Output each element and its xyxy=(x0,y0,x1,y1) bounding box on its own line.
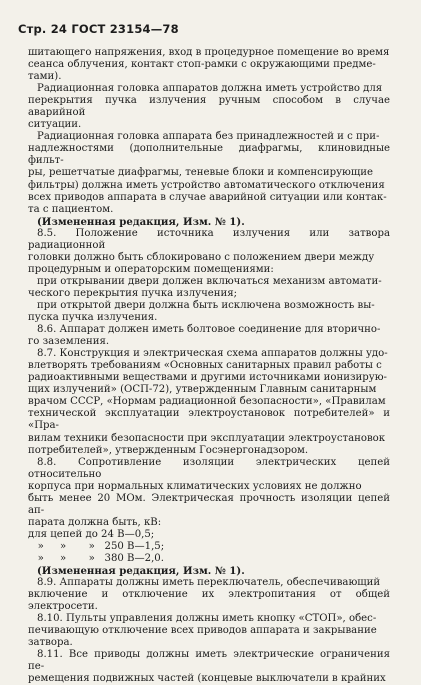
text-line: печивающую отключение всех приводов аппарата и закрывание xyxy=(28,625,377,637)
text-line: потребителей», утвержденным Госэнергонадзором. xyxy=(28,444,309,456)
text-line: (Измененная редакция, Изм. № 1). xyxy=(37,215,245,228)
text-line: всех приводов аппарата в случае аварийной ситуации или контак- xyxy=(28,191,387,203)
text-line: » » » 250 В—1,5; xyxy=(28,540,165,552)
body-text xyxy=(28,47,390,685)
text-line: ситуации. xyxy=(28,119,82,131)
text-line: при открытой двери должна быть исключена возможность вы- xyxy=(37,299,375,311)
text-line: радиоактивными веществами и другими источниками ионизирую- xyxy=(28,372,387,384)
text-line: ры, решетчатые диафрагмы, теневые блоки и компенсирующие xyxy=(28,167,373,179)
text-line: для цепей до 24 В—0,5; xyxy=(28,528,155,540)
text-line: 8.6. Аппарат должен иметь болтовое соединение для вторично- xyxy=(37,324,381,336)
text-line: включение и отключение их электропитания от общей электросети. xyxy=(28,589,390,613)
text-line: влетворять требованиям «Основных санитарных правил работы с xyxy=(28,360,382,372)
text-line: шитающего напряжения, вход в процедурное помещение во время xyxy=(28,47,390,58)
text-line: врачом СССР, «Нормам радиационной безопасности», «Правилам xyxy=(28,396,386,408)
text-line: Радиационная головка аппаратов должна иметь устройство для xyxy=(37,83,383,95)
text-line: перекрытия пучка излучения ручным способом в случае аварийной xyxy=(28,95,390,119)
text-line: 8.10. Пульты управления должны иметь кнопку «СТОП», обес- xyxy=(37,613,377,625)
text-line: 8.8. Сопротивление изоляции электрических цепей относительно xyxy=(28,456,390,480)
text-line: 8.11. Все приводы должны иметь электрические ограничения пе- xyxy=(28,649,390,673)
text-line: парата должна быть, кВ: xyxy=(28,516,162,528)
text-line: сеанса облучения, контакт стоп-рамки с окружающими предме- xyxy=(28,59,376,71)
text-line: ремещения подвижных частей (концевые выключатели в крайних xyxy=(28,673,386,685)
text-line: тами). xyxy=(28,71,62,83)
text-line: 8.9. Аппараты должны иметь переключатель, обеспечивающий xyxy=(37,577,381,589)
text-line: корпуса при нормальных климатических условиях не должно xyxy=(28,480,362,492)
text-line: щих излучений» (ОСП-72), утвержденным Главным санитарным xyxy=(28,384,377,396)
text-line: (Измененная редакция, Изм. № 1). xyxy=(37,565,245,578)
text-line: при открывании двери должен включаться механизм автомати- xyxy=(37,275,382,287)
text-line: фильтры) должна иметь устройство автоматического отключения xyxy=(28,179,385,191)
text-line: технической эксплуатации электроустановок потребителей» и «Пра- xyxy=(28,408,390,432)
text-line: Радиационная головка аппарата без принадлежностей и с при- xyxy=(37,131,380,143)
text-line: 8.5. Положение источника излучения или затвора радиационной xyxy=(28,227,390,251)
text-line: та с пациентом. xyxy=(28,203,114,215)
text-line: головки должно быть сблокировано с положением двери между xyxy=(28,251,375,263)
text-line: вилам техники безопасности при эксплуатации электроустановок xyxy=(28,432,386,444)
text-line: » » » 380 В—2,0. xyxy=(28,552,164,564)
text-line: процедурным и операторским помещениями: xyxy=(28,263,274,275)
text-line: быть менее 20 МОм. Электрическая прочность изоляции цепей ап- xyxy=(28,492,390,516)
text-line: надлежностями (дополнительные диафрагмы, клиновидные фильт- xyxy=(28,143,390,167)
text-line: го заземления. xyxy=(28,336,110,348)
text-line: ческого перекрытия пучка излучения; xyxy=(28,287,238,299)
text-line: пуска пучка излучения. xyxy=(28,312,158,324)
page-header: Стр. 24 ГОСТ 23154—78 xyxy=(18,22,179,36)
text-line: 8.7. Конструкция и электрическая схема аппаратов должны удо- xyxy=(37,348,388,360)
text-line: затвора. xyxy=(28,637,73,649)
